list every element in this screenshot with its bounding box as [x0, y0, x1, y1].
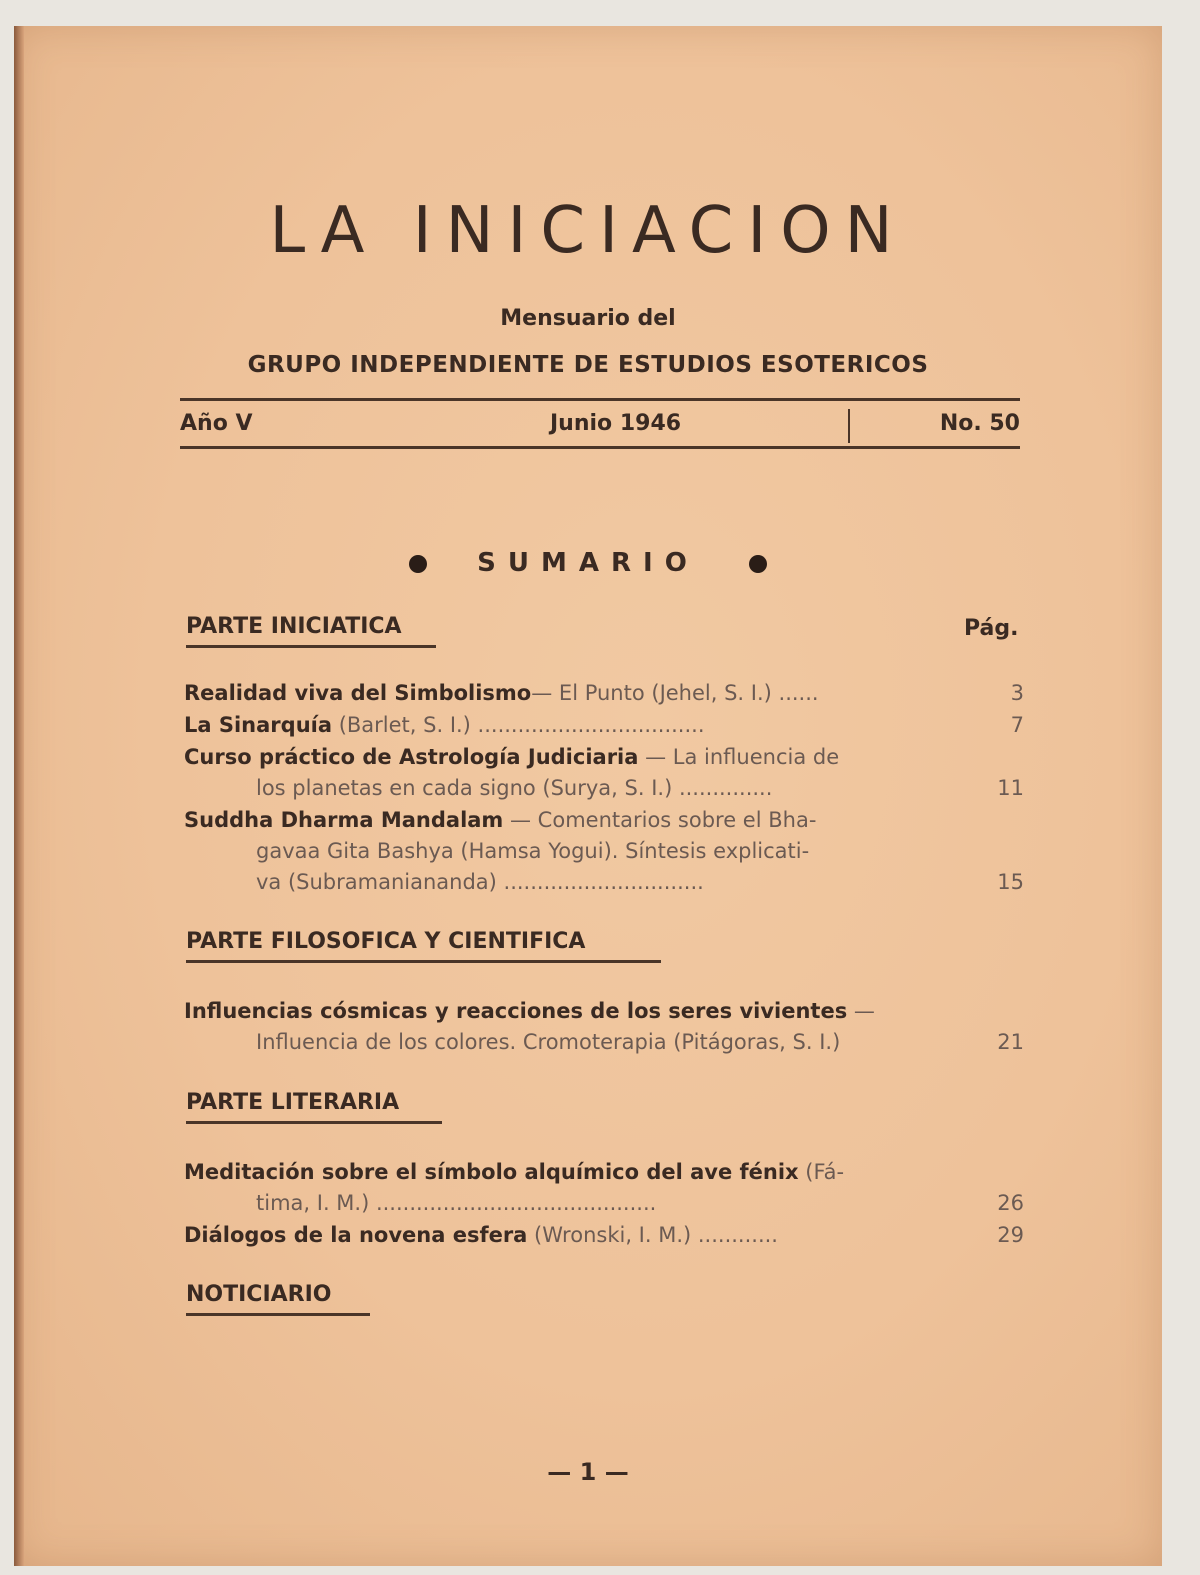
page-number: 21	[997, 1030, 1024, 1054]
page-column-label: Pág.	[964, 616, 1019, 641]
issue-year: Año V	[180, 411, 253, 436]
page-number: 29	[997, 1223, 1024, 1247]
sumario-heading: SUMARIO	[14, 548, 1162, 578]
page-number: 7	[1010, 713, 1024, 737]
toc-entry: Curso práctico de Astrología Judiciaria — La influencia de los planetas en cada signo (Surya, S. I.) .............. 11	[184, 742, 1024, 804]
bullet-icon	[409, 555, 427, 573]
toc-entry: Suddha Dharma Mandalam — Comentarios sobre el Bha- gavaa Gita Bashya (Hamsa Yogui). Síntesis explicati- va (Subramaniananda) .............................. 15	[184, 805, 1024, 898]
toc-entry: La Sinarquía (Barlet, S. I.) .................................. 7	[184, 710, 1024, 741]
section-parte-filosofica: PARTE FILOSOFICA Y CIENTIFICA	[186, 929, 661, 963]
section-parte-literaria: PARTE LITERARIA	[186, 1090, 442, 1124]
toc-entry: Realidad viva del Simbolismo— El Punto (Jehel, S. I.) ...... 3	[184, 678, 1024, 709]
issue-info-row	[180, 411, 1020, 441]
page-footer-number: — 1 —	[547, 1458, 629, 1486]
toc-entry: Meditación sobre el símbolo alquímico del ave fénix (Fá- tima, I. M.) .......................................... 26	[184, 1157, 1024, 1219]
document-page	[14, 26, 1162, 1566]
section-parte-iniciatica: PARTE INICIATICA	[186, 614, 436, 648]
issue-separator	[848, 409, 850, 443]
journal-subtitle: Mensuario del	[500, 306, 676, 331]
bullet-icon	[749, 555, 767, 573]
publisher-group: GRUPO INDEPENDIENTE DE ESTUDIOS ESOTERICOS	[247, 352, 929, 378]
toc-entry: Diálogos de la novena esfera (Wronski, I. M.) ............ 29	[184, 1220, 1024, 1251]
issue-number: No. 50	[939, 411, 1020, 436]
page-number: 15	[997, 870, 1024, 894]
page-number: 26	[997, 1191, 1024, 1215]
journal-title: LA INICIACION	[269, 194, 907, 268]
bottom-rule	[180, 446, 1020, 449]
issue-date: Junio 1946	[550, 411, 682, 436]
page-number: 11	[997, 776, 1024, 800]
top-rule	[180, 398, 1020, 401]
section-noticiario: NOTICIARIO	[186, 1282, 370, 1316]
toc-entry: Influencias cósmicas y reacciones de los seres vivientes — Influencia de los colores. Cromoterapia (Pitágoras, S. I.) 21	[184, 996, 1024, 1058]
page-number: 3	[1010, 681, 1024, 705]
